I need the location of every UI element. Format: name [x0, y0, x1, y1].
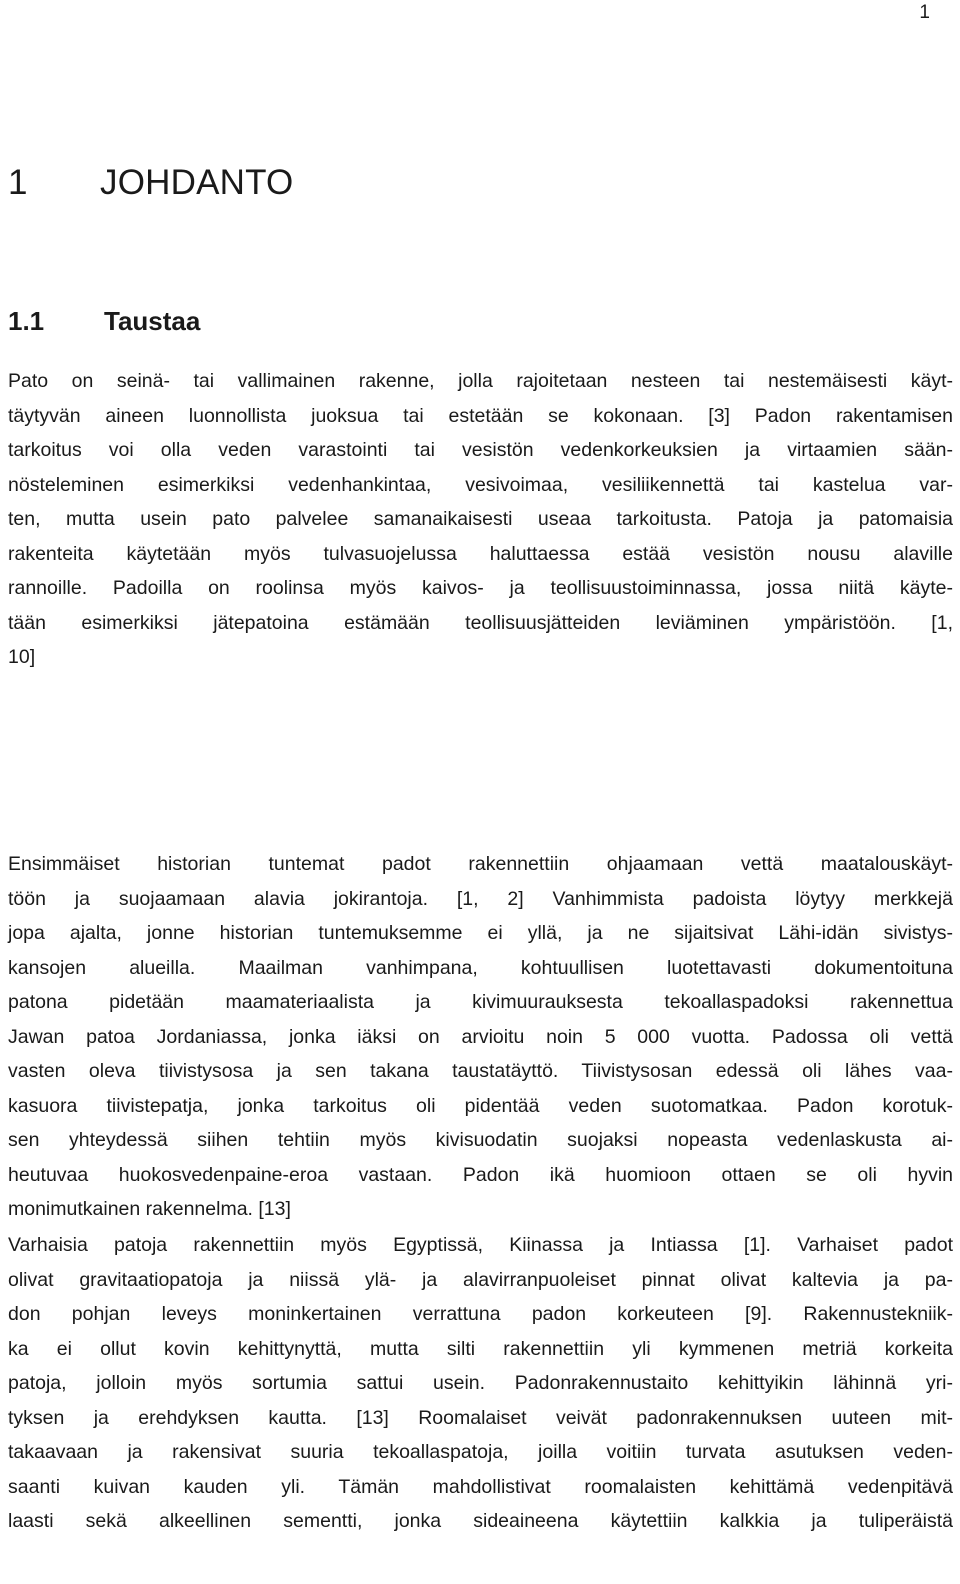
text-line: Pato on seinä- tai vallimainen rakenne, jolla rajoitetaan nesteen tai nestemäisesti käyt- — [8, 370, 953, 392]
text-line: takaavaan ja rakensivat suuria tekoallaspatoja, joilla voitiin turvata asutuksen veden- — [8, 1441, 953, 1463]
chapter-number: 1 — [8, 163, 28, 202]
section-heading — [8, 306, 200, 337]
text-line: Varhaisia patoja rakennettiin myös Egyptissä, Kiinassa ja Intiassa [1]. Varhaiset padot — [8, 1234, 953, 1256]
text-line: heutuvaa huokosvedenpaine-eroa vastaan. Padon ikä huomioon ottaen se oli hyvin — [8, 1163, 953, 1186]
text-line: ten, mutta usein pato palvelee samanaikaisesti useaa tarkoitusta. Patoja ja patomaisia — [8, 508, 953, 530]
paragraph-2 — [8, 847, 953, 1227]
text-line: nösteleminen esimerkiksi vedenhankintaa, vesivoimaa, vesiliikennettä tai kastelua var- — [8, 473, 953, 496]
text-line: patona pidetään maamateriaalista ja kivimuurauksesta tekoallaspadoksi rakennettua — [8, 991, 953, 1013]
text-line: töön ja suojaamaan alavia jokirantoja. [1, 2] Vanhimmista padoista löytyy merkkejä — [8, 887, 953, 910]
text-line: olivat gravitaatiopatoja ja niissä ylä- ja alavirranpuoleiset pinnat olivat kaltevia ja pa- — [8, 1268, 953, 1291]
page-number: 1 — [919, 2, 930, 23]
section-title: Taustaa — [104, 306, 201, 336]
text-line: saanti kuivan kauden yli. Tämän mahdollistivat roomalaisten kehittämä vedenpitävä — [8, 1475, 953, 1498]
paragraph-1 — [8, 364, 953, 675]
text-line: don pohjan leveys moninkertainen verrattuna padon korkeuteen [9]. Rakennustekniik- — [8, 1303, 953, 1325]
text-line: laasti sekä alkeellinen sementti, jonka sideaineena käytettiin kalkkia ja tuliperäistä — [8, 1510, 953, 1532]
text-line: täytyvän aineen luonnollista juoksua tai estetään se kokonaan. [3] Padon rakentamisen — [8, 404, 953, 427]
text-line: tyksen ja erehdyksen kautta. [13] Roomalaiset veivät padonrakennuksen uuteen mit- — [8, 1406, 953, 1429]
text-line: monimutkainen rakennelma. [13] — [8, 1198, 291, 1220]
text-line: tään esimerkiksi jätepatoina estämään teollisuusjätteiden leviäminen ympäristöön. [1, — [8, 611, 953, 634]
text-line: jopa ajalta, jonne historian tuntemuksemme ei yllä, ja ne sijaitsivat Lähi-idän sivistys- — [8, 922, 953, 944]
text-line: rakenteita käytetään myös tulvasuojelussa haluttaessa estää vesistön nousu alaville — [8, 542, 953, 565]
text-line: kansojen alueilla. Maailman vanhimpana, kohtuullisen luotettavasti dokumentoituna — [8, 956, 953, 979]
text-line: Jawan patoa Jordaniassa, jonka iäksi on arvioitu noin 5 000 vuotta. Padossa oli vettä — [8, 1025, 953, 1048]
chapter-heading — [8, 163, 293, 203]
text-line: vasten oleva tiivistysosa ja sen takana taustatäyttö. Tiivistysosan edessä oli lähes vaa- — [8, 1060, 953, 1082]
text-line: 10] — [8, 646, 36, 668]
text-line: kasuora tiivistepatja, jonka tarkoitus oli pidentää veden suotomatkaa. Padon korotuk- — [8, 1094, 953, 1117]
chapter-title: JOHDANTO — [100, 163, 294, 202]
text-line: Ensimmäiset historian tuntemat padot rakennettiin ohjaamaan vettä maatalouskäyt- — [8, 853, 953, 875]
section-number: 1.1 — [8, 306, 45, 336]
paragraph-3 — [8, 1228, 953, 1539]
text-line: sen yhteydessä siihen tehtiin myös kivisuodatin suojaksi nopeasta vedenlaskusta ai- — [8, 1129, 953, 1151]
text-line: patoja, jolloin myös sortumia sattui usein. Padonrakennustaito kehittyikin lähinnä yri- — [8, 1372, 953, 1394]
text-line: rannoille. Padoilla on roolinsa myös kaivos- ja teollisuustoiminnassa, jossa niitä käyte- — [8, 577, 953, 599]
text-line: tarkoitus voi olla veden varastointi tai vesistön vedenkorkeuksien ja virtaamien sään- — [8, 439, 953, 461]
text-line: ka ei ollut kovin kehittynyttä, mutta silti rakennettiin yli kymmenen metriä korkeita — [8, 1337, 953, 1360]
